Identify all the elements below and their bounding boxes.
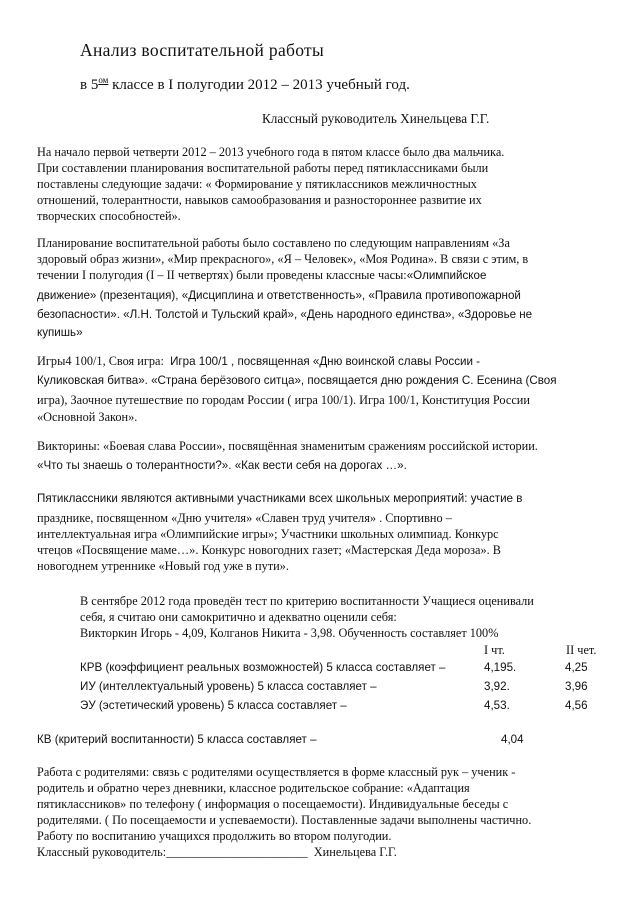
subtitle-grade-suffix: ом bbox=[98, 75, 109, 85]
paragraph-3-line: «Основной Закон». bbox=[37, 410, 138, 424]
paragraph-3-line-1-text: Игры4 100/1, Своя игра: bbox=[37, 354, 164, 368]
score-row-kv-value: 4,04 bbox=[501, 733, 524, 746]
paragraph-2-line: купишь» bbox=[37, 326, 83, 339]
paragraph-5-line: Пятиклассники являются активными участниками всех школьных мероприятий: участие в bbox=[37, 492, 523, 505]
paragraph-5-line: новогоднем утреннике «Новый год уже в пути». bbox=[37, 559, 289, 573]
paragraph-5-line: интеллектуальная игра «Олимпийские игры»; Участники школьных олимпиад. Конкурс bbox=[37, 527, 499, 541]
class-teacher-line: Классный руководитель Хинельцева Г.Г. bbox=[262, 111, 490, 126]
score-row-iu-label: ИУ (интеллектуальный уровень) 5 класса составляет – bbox=[80, 680, 377, 693]
paragraph-1-line: При составлении планирования воспитательной работы перед пятиклассниками были bbox=[37, 161, 489, 175]
paragraph-6-line: себя, я считаю они самокритично и адекватно оценили себя: bbox=[80, 610, 397, 624]
paragraph-2-line: здоровый образ жизни», «Мир прекрасного», «Я – Человек», «Моя Родина». В связи с этим, в bbox=[37, 252, 529, 266]
paragraph-2-line-3-tail: «Олимпийское bbox=[406, 269, 487, 282]
paragraph-1-line: отношений, толерантности, навыков самообразования и разностороннее развитие их bbox=[37, 193, 482, 207]
paragraph-5-line: празднике, посвященном «Дню учителя» «Славен труд учителя» . Спортивно – bbox=[37, 511, 452, 525]
paragraph-1-line: творческих способностей». bbox=[37, 209, 181, 223]
score-row-krv-value-2: 4,25 bbox=[565, 661, 588, 674]
score-row-eu-value-1: 4,53. bbox=[484, 699, 510, 712]
paragraph-7-line: пятиклассников» по телефону ( информация о посещаемости). Индивидуальные беседы с bbox=[37, 797, 509, 811]
paragraph-2-line bbox=[37, 268, 486, 283]
score-row-iu-value-2: 3,96 bbox=[565, 680, 588, 693]
document-title: Анализ воспитательной работы bbox=[80, 40, 325, 60]
paragraph-7-line: родителями. ( По посещаемости и успеваемости). Поставленные задачи выполнены частично. bbox=[37, 813, 532, 827]
subtitle-period: классе в I полугодии 2012 – 2013 учебный год. bbox=[108, 77, 410, 93]
score-row-eu-label: ЭУ (эстетический уровень) 5 класса составляет – bbox=[80, 699, 347, 712]
score-row-krv-label: КРВ (коэффициент реальных возможностей) 5 класса составляет – bbox=[80, 661, 446, 674]
paragraph-6-line: Викторкин Игорь - 4,09, Колганов Никита - 3,98. Обученность составляет 100% bbox=[80, 626, 499, 640]
score-row-eu-value-2: 4,56 bbox=[565, 699, 588, 712]
paragraph-2-line: движение» (презентация), «Дисциплина и ответственность», «Правила противопожарной bbox=[37, 289, 521, 302]
subtitle-grade-prefix: в 5 bbox=[80, 77, 99, 93]
paragraph-3-line-1-tail: Игра 100/1 , посвященная «Дню воинской славы России - bbox=[170, 355, 481, 368]
paragraph-6-line: В сентябре 2012 года проведён тест по критерию воспитанности Учащиеся оценивали bbox=[80, 594, 534, 608]
paragraph-3-line: Куликовская битва». «Страна берёзового ситца», посвящается дню рождения С. Есенина (Своя bbox=[37, 374, 557, 387]
paragraph-4-line: «Что ты знаешь о толерантности?». «Как вести себя на дорогах …». bbox=[37, 459, 407, 472]
paragraph-2-line-3-text: течении I полугодия (I – II четвертях) были проведены классные часы: bbox=[37, 268, 407, 282]
score-row-kv-label: КВ (критерий воспитанности) 5 класса составляет – bbox=[37, 733, 317, 746]
paragraph-1-line: поставлены следующие задачи: « Формирование у пятиклассников межличностных bbox=[37, 177, 477, 191]
paragraph-7-line: Работу по воспитанию учащихся продолжить во втором полугодии. bbox=[37, 829, 392, 843]
signature-label: Классный руководитель: bbox=[37, 845, 167, 859]
paragraph-5-line: чтецов «Посвящение маме…». Конкурс новогодних газет; «Мастерская Деда мороза». В bbox=[37, 543, 501, 557]
score-column-header-2: II чет. bbox=[566, 643, 597, 657]
signature-blank: _______________________ bbox=[166, 845, 308, 859]
signature-line bbox=[37, 845, 397, 860]
paragraph-3-line bbox=[37, 354, 480, 369]
paragraph-7-line: Работа с родителями: связь с родителями осуществляется в форме классный рук – ученик - bbox=[37, 765, 516, 779]
document-subtitle bbox=[80, 75, 410, 94]
paragraph-2-line: безопасности». «Л.Н. Толстой и Тульский край», «День народного единства», «Здоровье не bbox=[37, 308, 533, 321]
score-row-krv-value-1: 4,195. bbox=[484, 661, 517, 674]
paragraph-3-line: игра), Заочное путешествие по городам России ( игра 100/1). Игра 100/1, Конституция России bbox=[37, 393, 530, 407]
score-column-header-1: I чт. bbox=[484, 643, 505, 657]
paragraph-1-line: На начало первой четверти 2012 – 2013 учебного года в пятом классе было два мальчика. bbox=[37, 145, 505, 159]
signature-name: Хинельцева Г.Г. bbox=[313, 845, 397, 859]
paragraph-4-line: Викторины: «Боевая слава России», посвящённая знаменитым сражениям российской истории. bbox=[37, 439, 538, 453]
score-row-iu-value-1: 3,92. bbox=[484, 680, 510, 693]
paragraph-2-line: Планирование воспитательной работы было составлено по следующим направлениям «За bbox=[37, 236, 510, 250]
paragraph-7-line: родитель и обратно через дневники, классное родительское собрание: «Адаптация bbox=[37, 781, 470, 795]
